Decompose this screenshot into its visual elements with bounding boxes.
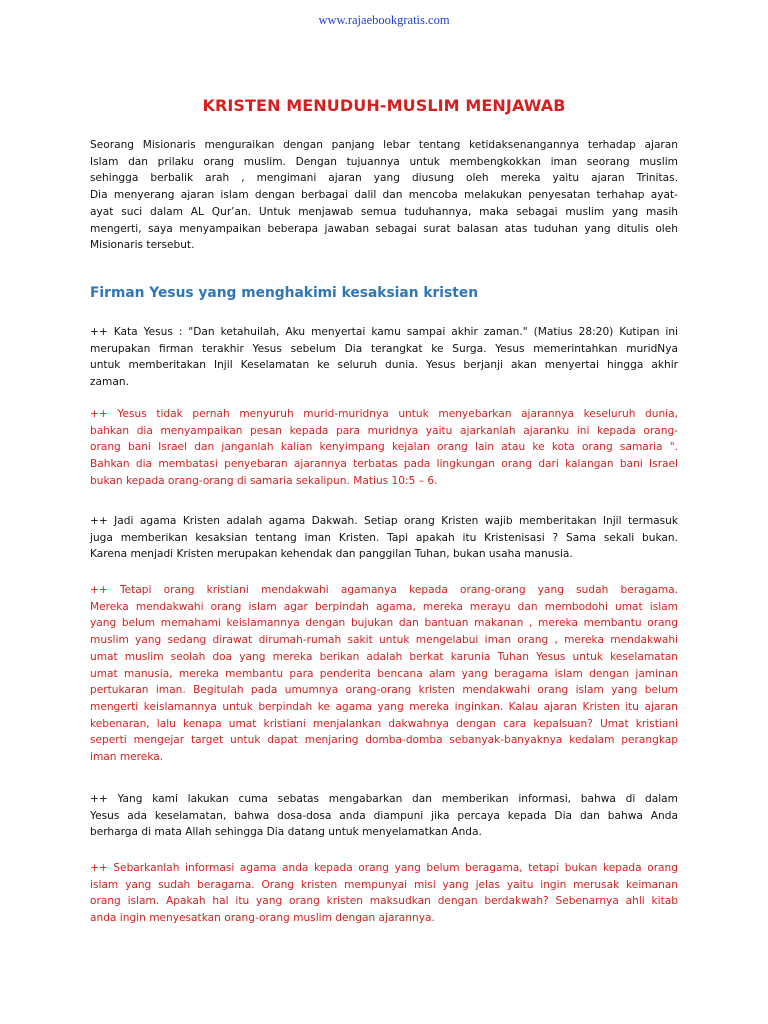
paragraph-line: ++ Tetapi orang kristiani mendakwahi agamanya kepada orang-orang yang sudah beragama. [90,584,678,596]
section-heading: Firman Yesus yang menghakimi kesaksian kristen [90,285,479,301]
paragraph-line: Bahkan dia membatasi penyebaran ajarannya terbatas pada lingkungan orang dari kalangan bani Israel [90,458,678,471]
paragraph-line: islam yang sudah beragama. Orang kristen mempunyai misi yang jelas yaitu ingin merusak keimanan [90,878,678,891]
paragraph-line: zaman. [90,376,129,389]
paragraph-intro [90,137,678,254]
paragraph-line: merupakan firman terakhir Yesus sebelum Dia terangkat ke Surga. Yesus memerintahkan muridNya [90,342,678,355]
paragraph-line: untuk memberitakan Injil Keselamatan ke seluruh dunia. Yesus berjanji akan menyertai hingga akhir [90,359,678,372]
paragraph-line: seperti mengejar target untuk dapat menjaring domba-domba sebanyak-banyaknya kedalam perangkap [90,734,678,747]
paragraph-line: muslim yang sedang dirawat dirumah-rumah sakit untuk mengelabui iman orang , mereka mendakwahi [90,634,678,647]
paragraph-yang-kami-lakukan [90,791,678,841]
paragraph-line: Misionaris tersebut. [90,239,195,252]
paragraph-line: Dia menyerang ajaran islam dengan berbagai dalil dan mencoba melakukan penyesatan terhahap ayat- [90,189,678,202]
paragraph-response-3 [90,860,678,927]
paragraph-line: umat manusia, mereka membantu para penderita bencana alam yang beragama islam dengan jaminan [90,667,678,680]
paragraph-line: ++ Sebarkanlah informasi agama anda kepada orang yang belum beragama, tetapi bukan kepada orang [90,862,678,874]
paragraph-response-2 [90,582,678,766]
paragraph-line: ayat suci dalam AL Qur’an. Untuk menjawab semua tuduhannya, maka sebagai muslim yang masih [90,205,678,218]
paragraph-line: mengerti keislamannya untuk berpindah ke agama yang mereka inginkan. Kalau ajaran Kristen itu ajaran [90,700,678,713]
paragraph-line: bukan kepada orang-orang di samaria sekalipun. Matius 10:5 – 6. [90,474,438,487]
paragraph-line: anda ingin menyesatkan orang-orang muslim dengan ajarannya. [90,912,435,925]
paragraph-line: orang bani Israel dan janganlah kalian kenyimpang kejalan orang lain atau ke kota orang samaria ". [90,441,678,454]
paragraph-line: Yesus ada keselamatan, bahwa dosa-dosa anda diampuni jika percaya kepada Dia dan bahwa Anda [90,809,678,822]
paragraph-line: Seorang Misionaris menguraikan dengan panjang lebar tentang ketidaksenangannya terhadap ajaran [90,139,678,151]
paragraph-line: ++ Kata Yesus : "Dan ketahuilah, Aku menyertai kamu sampai akhir zaman." (Matius 28:20) Kutipan ini [90,326,678,338]
paragraph-line: Islam dan prilaku orang muslim. Dengan tujuannya untuk membengkokkan iman seorang muslim [90,155,678,168]
document-title: KRISTEN MENUDUH-MUSLIM MENJAWAB [202,96,566,115]
paragraph-line: Karena menjadi Kristen merupakan kehendak dan panggilan Tuhan, bukan usaha manusia. [90,548,573,561]
paragraph-agama-dakwah [90,513,678,563]
paragraph-line: Mereka mendakwahi orang islam agar berpindah agama, mereka merayu dan membodohi umat islam [90,600,678,613]
paragraph-kata-yesus [90,324,678,391]
paragraph-line: iman mereka. [90,751,164,764]
paragraph-line: ++ Yesus tidak pernah menyuruh murid-muridnya untuk menyebarkan ajarannya keseluruh dunia, [90,408,678,420]
paragraph-line: bahkan dia menyampaikan pesan kepada para muridnya yaitu ajarkanlah ajaranku ini kepada orang- [90,424,678,437]
paragraph-line: pertukaran iman. Begitulah pada umumnya orang-orang kristen mendakwahi orang islam yang belum [90,684,678,697]
header-url-link[interactable]: www.rajaebookgratis.com [318,13,450,27]
paragraph-line: ++ Yang kami lakukan cuma sebatas mengabarkan dan memberikan informasi, bahwa di dalam [90,793,678,805]
paragraph-line: yang belum memahami keislamannya dengan bujukan dan bantuan makanan , mereka membantu orang [90,617,678,630]
paragraph-line: ++ Jadi agama Kristen adalah agama Dakwah. Setiap orang Kristen wajib memberitakan Injil termasuk [90,515,678,527]
paragraph-line: mengerti, saya menyampaikan beberapa jawaban sebagai surat balasan atas tuduhan yang ditulis oleh [90,222,678,235]
paragraph-line: sehingga berbalik arah , mengimani ajaran yang diusung oleh mereka yaitu ajaran Trinitas. [90,172,678,185]
paragraph-line: orang islam. Apakah hal itu yang orang kristen maksudkan dengan berdakwah? Sebenarnya ahli kitab [90,895,678,908]
paragraph-line: umat muslim seolah doa yang mereka berikan adalah berkat karunia Tuhan Yesus untuk keselamatan [90,650,678,663]
paragraph-line: berharga di mata Allah sehingga Dia datang untuk menyelamatkan Anda. [90,826,482,839]
paragraph-response-1 [90,406,678,490]
paragraph-line: juga memberikan kesaksian tentang iman Kristen. Tapi apakah itu Kristenisasi ? Sama sekali bukan. [90,531,678,544]
paragraph-line: kebenaran, lalu kenapa umat kristiani menjalankan dakwahnya dengan cara kepalsuan? Umat kristiani [90,717,678,730]
